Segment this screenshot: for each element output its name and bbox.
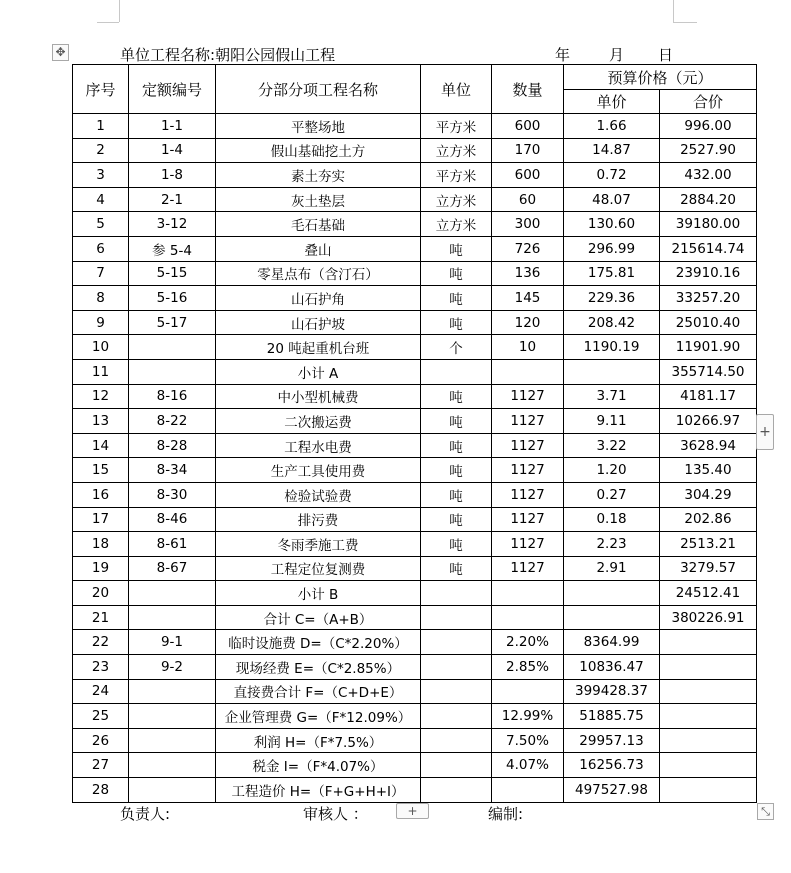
cell-price: 3.22 (564, 433, 660, 458)
table-row (73, 556, 757, 581)
cell-code (129, 359, 216, 384)
cell-name: 工程定位复测费 (216, 556, 421, 581)
cell-code: 参 5-4 (129, 236, 216, 261)
date-day: 日 (658, 46, 674, 64)
table-row (73, 532, 757, 557)
cell-price: 130.60 (564, 212, 660, 237)
cell-code: 8-16 (129, 384, 216, 409)
cell-total: 202.86 (660, 507, 757, 532)
cell-price: 0.72 (564, 163, 660, 188)
date-year: 年 (555, 46, 571, 64)
cell-qty: 7.50% (492, 728, 564, 753)
cell-qty: 1127 (492, 384, 564, 409)
cell-name: 合计 C=（A+B） (216, 605, 421, 630)
cell-unit: 吨 (421, 482, 492, 507)
cell-qty: 2.85% (492, 655, 564, 680)
cell-seq: 7 (73, 261, 129, 286)
cell-code: 3-12 (129, 212, 216, 237)
cell-unit: 吨 (421, 507, 492, 532)
header-unit-price: 单价 (564, 90, 660, 114)
table-row (73, 728, 757, 753)
cell-qty: 120 (492, 310, 564, 335)
cell-unit: 立方米 (421, 138, 492, 163)
cell-price: 10836.47 (564, 655, 660, 680)
cell-unit (421, 753, 492, 778)
budget-table (72, 64, 757, 803)
cell-unit: 吨 (421, 310, 492, 335)
header-seq: 序号 (73, 65, 129, 114)
cell-seq: 27 (73, 753, 129, 778)
cell-total: 2513.21 (660, 532, 757, 557)
cell-total (660, 778, 757, 803)
cell-seq: 4 (73, 187, 129, 212)
table-row (73, 458, 757, 483)
cell-name: 排污费 (216, 507, 421, 532)
cell-qty (492, 581, 564, 606)
cell-seq: 25 (73, 704, 129, 729)
cell-seq: 19 (73, 556, 129, 581)
table-row (73, 212, 757, 237)
table-row (73, 335, 757, 360)
table-row (73, 261, 757, 286)
cell-code: 1-4 (129, 138, 216, 163)
table-row (73, 163, 757, 188)
cell-price: 1190.19 (564, 335, 660, 360)
cell-qty: 1127 (492, 458, 564, 483)
cell-name: 现场经费 E=（C*2.85%） (216, 655, 421, 680)
cell-unit: 平方米 (421, 114, 492, 139)
crop-mark-top-right-h (673, 22, 697, 23)
cell-qty (492, 605, 564, 630)
cell-code: 8-61 (129, 532, 216, 557)
crop-mark-top-right-v (673, 0, 674, 22)
table-move-handle-icon[interactable]: ✥ (52, 44, 69, 61)
cell-name: 冬雨季施工费 (216, 532, 421, 557)
cell-total: 996.00 (660, 114, 757, 139)
cell-price: 16256.73 (564, 753, 660, 778)
cell-seq: 23 (73, 655, 129, 680)
cell-qty: 1127 (492, 507, 564, 532)
cell-unit (421, 359, 492, 384)
cell-total: 10266.97 (660, 409, 757, 434)
cell-qty (492, 679, 564, 704)
cell-name: 二次搬运费 (216, 409, 421, 434)
header-code: 定额编号 (129, 65, 216, 114)
cell-total (660, 753, 757, 778)
cell-qty: 170 (492, 138, 564, 163)
cell-unit (421, 605, 492, 630)
cell-unit: 吨 (421, 556, 492, 581)
cell-qty: 136 (492, 261, 564, 286)
cell-total: 24512.41 (660, 581, 757, 606)
table-row (73, 753, 757, 778)
cell-name: 灰土垫层 (216, 187, 421, 212)
cell-seq: 15 (73, 458, 129, 483)
cell-qty: 4.07% (492, 753, 564, 778)
cell-qty: 1127 (492, 556, 564, 581)
cell-name: 山石护坡 (216, 310, 421, 335)
cell-price: 0.18 (564, 507, 660, 532)
cell-code: 5-16 (129, 286, 216, 311)
header-budget-price: 预算价格（元） (564, 65, 757, 90)
cell-unit: 立方米 (421, 212, 492, 237)
project-name: 朝阳公园假山工程 (215, 46, 336, 64)
cell-seq: 1 (73, 114, 129, 139)
cell-code: 8-34 (129, 458, 216, 483)
cell-qty: 1127 (492, 409, 564, 434)
cell-qty: 12.99% (492, 704, 564, 729)
crop-mark-top-left-v (119, 0, 120, 22)
cell-seq: 24 (73, 679, 129, 704)
cell-price (564, 359, 660, 384)
cell-unit: 立方米 (421, 187, 492, 212)
cell-name: 假山基础挖土方 (216, 138, 421, 163)
cell-qty: 2.20% (492, 630, 564, 655)
cell-price: 3.71 (564, 384, 660, 409)
cell-seq: 2 (73, 138, 129, 163)
cell-unit: 吨 (421, 458, 492, 483)
table-row (73, 704, 757, 729)
cell-unit (421, 728, 492, 753)
cell-unit: 吨 (421, 236, 492, 261)
cell-qty: 60 (492, 187, 564, 212)
table-row (73, 236, 757, 261)
cell-price: 2.23 (564, 532, 660, 557)
cell-total: 11901.90 (660, 335, 757, 360)
cell-qty (492, 778, 564, 803)
cell-total: 380226.91 (660, 605, 757, 630)
cell-total (660, 728, 757, 753)
cell-total: 2527.90 (660, 138, 757, 163)
cell-name: 素土夯实 (216, 163, 421, 188)
cell-price: 229.36 (564, 286, 660, 311)
cell-price: 1.20 (564, 458, 660, 483)
cell-unit: 平方米 (421, 163, 492, 188)
cell-code: 9-2 (129, 655, 216, 680)
table-row (73, 138, 757, 163)
cell-name: 零星点布（含汀石） (216, 261, 421, 286)
cell-name: 20 吨起重机台班 (216, 335, 421, 360)
table-row (73, 581, 757, 606)
cell-total: 304.29 (660, 482, 757, 507)
cell-name: 临时设施费 D=（C*2.20%） (216, 630, 421, 655)
cell-qty: 145 (492, 286, 564, 311)
cell-name: 企业管理费 G=（F*12.09%） (216, 704, 421, 729)
cell-total: 23910.16 (660, 261, 757, 286)
table-row (73, 679, 757, 704)
cell-code (129, 605, 216, 630)
cell-code: 1-1 (129, 114, 216, 139)
cell-price: 2.91 (564, 556, 660, 581)
cell-price: 497527.98 (564, 778, 660, 803)
cell-unit (421, 581, 492, 606)
cell-name: 小计 B (216, 581, 421, 606)
cell-name: 利润 H=（F*7.5%） (216, 728, 421, 753)
cell-name: 检验试验费 (216, 482, 421, 507)
cell-price: 29957.13 (564, 728, 660, 753)
table-resize-handle-icon[interactable]: ⤡ (757, 803, 774, 820)
table-row (73, 507, 757, 532)
cell-qty: 1127 (492, 482, 564, 507)
cell-code: 8-22 (129, 409, 216, 434)
cell-total: 39180.00 (660, 212, 757, 237)
footer-compiler: 编制: (488, 805, 524, 823)
add-row-button[interactable]: + (396, 803, 429, 819)
cell-unit: 吨 (421, 433, 492, 458)
cell-price: 399428.37 (564, 679, 660, 704)
cell-name: 叠山 (216, 236, 421, 261)
cell-seq: 20 (73, 581, 129, 606)
cell-total: 3279.57 (660, 556, 757, 581)
table-row (73, 409, 757, 434)
header-quantity: 数量 (492, 65, 564, 114)
table-row (73, 310, 757, 335)
table-row (73, 359, 757, 384)
cell-name: 山石护角 (216, 286, 421, 311)
cell-seq: 11 (73, 359, 129, 384)
table-row (73, 630, 757, 655)
table-row (73, 778, 757, 803)
cell-code: 5-17 (129, 310, 216, 335)
cell-code (129, 778, 216, 803)
cell-code: 5-15 (129, 261, 216, 286)
project-label-prefix: 单位工程名称: (120, 46, 216, 64)
cell-seq: 22 (73, 630, 129, 655)
project-label (120, 44, 335, 65)
crop-mark-top-left-h (97, 22, 119, 23)
cell-qty: 300 (492, 212, 564, 237)
cell-name: 中小型机械费 (216, 384, 421, 409)
cell-unit (421, 655, 492, 680)
cell-unit: 个 (421, 335, 492, 360)
cell-seq: 6 (73, 236, 129, 261)
cell-name: 生产工具使用费 (216, 458, 421, 483)
cell-code (129, 753, 216, 778)
cell-total (660, 630, 757, 655)
cell-total: 2884.20 (660, 187, 757, 212)
cell-total: 135.40 (660, 458, 757, 483)
cell-total: 355714.50 (660, 359, 757, 384)
cell-total: 3628.94 (660, 433, 757, 458)
cell-code: 8-46 (129, 507, 216, 532)
add-column-button[interactable]: + (756, 414, 774, 450)
cell-qty: 1127 (492, 433, 564, 458)
cell-total: 432.00 (660, 163, 757, 188)
cell-code (129, 581, 216, 606)
cell-code: 8-30 (129, 482, 216, 507)
cell-qty: 600 (492, 163, 564, 188)
cell-code: 8-28 (129, 433, 216, 458)
cell-price: 1.66 (564, 114, 660, 139)
cell-code: 8-67 (129, 556, 216, 581)
cell-code (129, 728, 216, 753)
cell-unit (421, 679, 492, 704)
cell-qty (492, 359, 564, 384)
cell-name: 平整场地 (216, 114, 421, 139)
cell-code (129, 335, 216, 360)
header-unit: 单位 (421, 65, 492, 114)
cell-seq: 14 (73, 433, 129, 458)
cell-price: 48.07 (564, 187, 660, 212)
table-row (73, 605, 757, 630)
cell-price: 9.11 (564, 409, 660, 434)
cell-seq: 16 (73, 482, 129, 507)
cell-total: 215614.74 (660, 236, 757, 261)
table-row (73, 433, 757, 458)
cell-seq: 12 (73, 384, 129, 409)
cell-name: 直接费合计 F=（C+D+E） (216, 679, 421, 704)
cell-total: 33257.20 (660, 286, 757, 311)
cell-qty: 726 (492, 236, 564, 261)
date-month: 月 (609, 46, 625, 64)
cell-total (660, 655, 757, 680)
cell-price: 14.87 (564, 138, 660, 163)
cell-price: 175.81 (564, 261, 660, 286)
cell-unit (421, 704, 492, 729)
footer-responsible: 负责人: (120, 805, 171, 823)
cell-seq: 28 (73, 778, 129, 803)
cell-name: 工程水电费 (216, 433, 421, 458)
cell-qty: 1127 (492, 532, 564, 557)
cell-seq: 8 (73, 286, 129, 311)
cell-seq: 26 (73, 728, 129, 753)
cell-price: 296.99 (564, 236, 660, 261)
cell-price: 51885.75 (564, 704, 660, 729)
cell-qty: 600 (492, 114, 564, 139)
cell-price: 208.42 (564, 310, 660, 335)
cell-name: 税金 I=（F*4.07%） (216, 753, 421, 778)
cell-total: 25010.40 (660, 310, 757, 335)
table-row (73, 286, 757, 311)
cell-code (129, 679, 216, 704)
cell-seq: 9 (73, 310, 129, 335)
cell-total (660, 704, 757, 729)
cell-name: 工程造价 H=（F+G+H+I） (216, 778, 421, 803)
cell-unit: 吨 (421, 409, 492, 434)
cell-price (564, 581, 660, 606)
cell-price (564, 605, 660, 630)
cell-seq: 3 (73, 163, 129, 188)
cell-seq: 13 (73, 409, 129, 434)
table-row (73, 114, 757, 139)
cell-name: 小计 A (216, 359, 421, 384)
table-row (73, 482, 757, 507)
cell-code (129, 704, 216, 729)
cell-unit: 吨 (421, 384, 492, 409)
header-total-price: 合价 (660, 90, 757, 114)
cell-unit: 吨 (421, 261, 492, 286)
cell-price: 8364.99 (564, 630, 660, 655)
cell-seq: 18 (73, 532, 129, 557)
cell-total: 4181.17 (660, 384, 757, 409)
table-row (73, 187, 757, 212)
cell-seq: 10 (73, 335, 129, 360)
cell-price: 0.27 (564, 482, 660, 507)
cell-unit (421, 630, 492, 655)
cell-seq: 17 (73, 507, 129, 532)
header-item-name: 分部分项工程名称 (216, 65, 421, 114)
cell-name: 毛石基础 (216, 212, 421, 237)
cell-seq: 21 (73, 605, 129, 630)
cell-unit: 吨 (421, 532, 492, 557)
cell-code: 9-1 (129, 630, 216, 655)
footer-reviewer: 审核人 ： (303, 805, 368, 823)
cell-seq: 5 (73, 212, 129, 237)
cell-qty: 10 (492, 335, 564, 360)
cell-code: 1-8 (129, 163, 216, 188)
table-row (73, 655, 757, 680)
cell-unit (421, 778, 492, 803)
cell-unit: 吨 (421, 286, 492, 311)
cell-code: 2-1 (129, 187, 216, 212)
cell-total (660, 679, 757, 704)
table-row (73, 384, 757, 409)
